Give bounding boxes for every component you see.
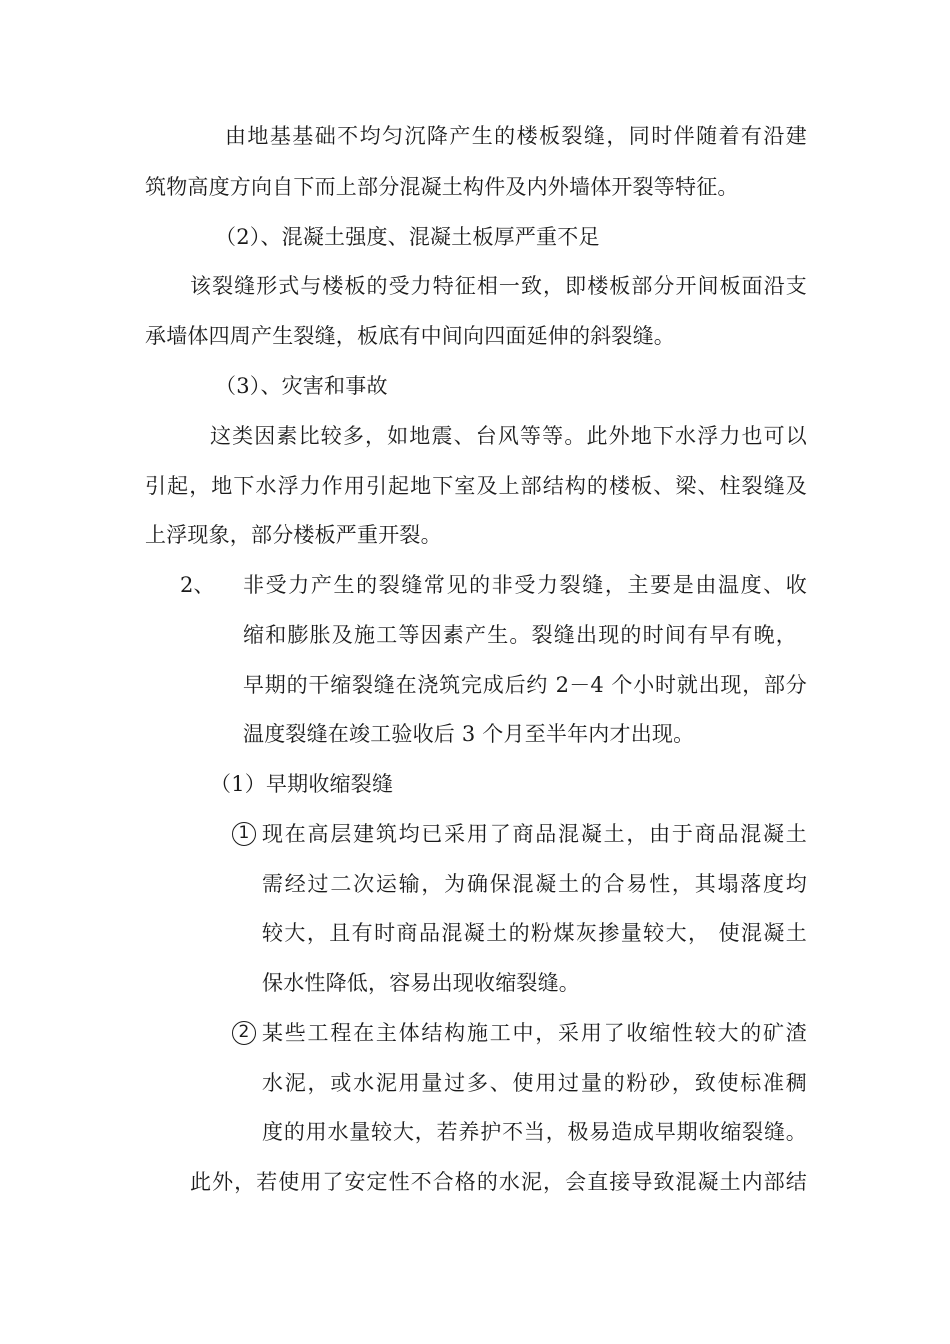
list-item-line: 某些工程在主体结构施工中，采用了收缩性较大的矿渣 (262, 1021, 807, 1045)
paragraph-line: 此外，若使用了安定性不合格的水泥，会直接导致混凝土内部结 (190, 1170, 807, 1194)
list-item-line: 较大，且有时商品混凝土的粉煤灰掺量较大， 使混凝土 (262, 921, 807, 945)
section-heading: （2）、混凝土强度、混凝土板厚严重不足 (215, 225, 600, 249)
subsection-heading: （1）早期收缩裂缝 (210, 772, 394, 796)
list-item-line: 需经过二次运输，为确保混凝土的合易性，其塌落度均 (262, 872, 807, 896)
list-item-line: 非受力产生的裂缝常见的非受力裂缝，主要是由温度、收 (243, 573, 807, 597)
paragraph-line: 这类因素比较多，如地震、台风等等。此外地下水浮力也可以 (210, 424, 807, 448)
paragraph-line: 上浮现象，部分楼板严重开裂。 (145, 523, 442, 547)
paragraph-line: 筑物高度方向自下而上部分混凝土构件及内外墙体开裂等特征。 (145, 175, 739, 199)
section-heading: （3）、灾害和事故 (215, 374, 388, 398)
list-item-line: 度的用水量较大，若养护不当，极易造成早期收缩裂缝。 (262, 1120, 807, 1144)
circled-number-icon: 2 (232, 1021, 256, 1045)
circled-number-icon: 1 (232, 822, 256, 846)
circled-number-one (232, 820, 257, 848)
list-item-line: 水泥，或水泥用量过多、使用过量的粉砂，致使标准稠 (262, 1071, 807, 1095)
paragraph-line: 该裂缝形式与楼板的受力特征相一致，即楼板部分开间板面沿支 (190, 274, 807, 298)
circled-number-two (232, 1019, 257, 1047)
paragraph-line: 引起，地下水浮力作用引起地下室及上部结构的楼板、梁、柱裂缝及 (145, 474, 807, 498)
list-item-line: 早期的干缩裂缝在浇筑完成后约 2－4 个小时就出现，部分 (243, 673, 807, 697)
list-item-line: 缩和膨胀及施工等因素产生。裂缝出现的时间有早有晚， (243, 623, 797, 647)
list-item-line: 保水性降低，容易出现收缩裂缝。 (262, 971, 580, 995)
list-item-line: 现在高层建筑均已采用了商品混凝土，由于商品混凝土 (262, 822, 807, 846)
paragraph-line: 承墙体四周产生裂缝，板底有中间向四面延伸的斜裂缝。 (145, 324, 675, 348)
paragraph-line: 由地基基础不均匀沉降产生的楼板裂缝，同时伴随着有沿建 (225, 124, 807, 148)
list-item-line: 温度裂缝在竣工验收后 3 个月至半年内才出现。 (243, 722, 695, 746)
list-number: 2、 (180, 573, 215, 597)
